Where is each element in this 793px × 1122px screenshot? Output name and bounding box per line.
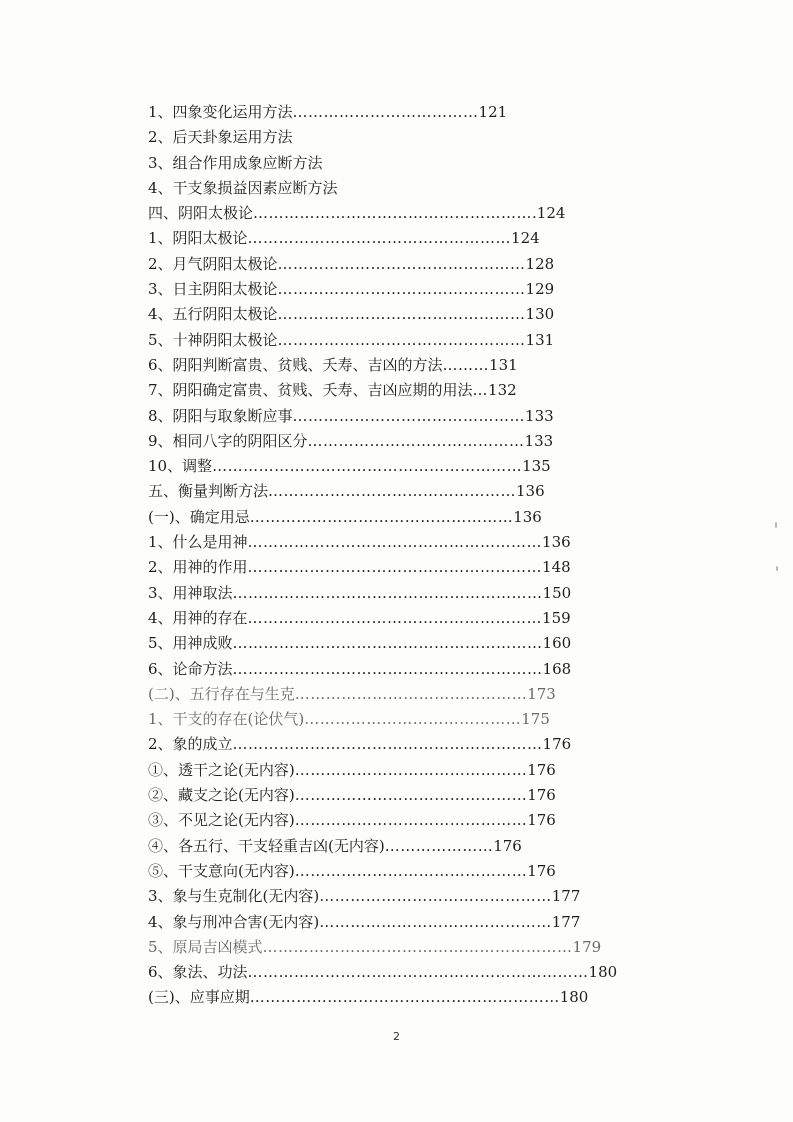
toc-entry	[148, 783, 568, 808]
toc-entry-title: 6、论命方法	[148, 659, 233, 678]
toc-entry-leader: ………………………………………	[319, 912, 552, 931]
toc-entry-title: 1、什么是用神	[148, 533, 248, 552]
toc-entry	[148, 631, 572, 656]
toc-entry-title: 5、用神成败	[148, 634, 233, 653]
page-number: 2	[393, 1030, 400, 1043]
toc-entry	[148, 277, 568, 302]
toc-entry-leader: ……………………………………………………	[212, 457, 523, 476]
toc-entry-leader: …………………………………………………………	[247, 963, 589, 982]
toc-entry	[148, 302, 568, 327]
toc-entry-leader: ……………………………………………	[249, 507, 514, 526]
toc-entry-page: 128	[525, 254, 555, 273]
toc-entry	[148, 252, 568, 277]
toc-entry-page: 131	[525, 330, 555, 349]
toc-entry-title: 9、相同八字的阴阳区分	[148, 431, 308, 450]
toc-entry-title: (一)、确定用忌	[148, 507, 250, 526]
toc-entry-page: 130	[525, 305, 555, 324]
toc-entry-title: 四、阴阳太极论	[148, 204, 254, 223]
toc-entry-title: 1、四象变化运用方法	[148, 103, 293, 121]
toc-entry-page: 173	[527, 684, 556, 703]
toc-entry-leader: ………………………………………………	[253, 204, 533, 223]
toc-entry	[148, 353, 568, 378]
toc-entry	[148, 454, 568, 479]
toc-entry-page: 135	[522, 457, 551, 476]
toc-entry-leader: …………………………………………	[277, 280, 526, 299]
toc-entry-title: 1、阴阳太极论	[148, 229, 248, 248]
toc-entry	[148, 125, 568, 150]
toc-entry-title: 4、五行阴阳太极论	[148, 305, 278, 324]
toc-entry-page: 131	[489, 355, 518, 374]
toc-entry-title: ③、不见之论(无内容)	[148, 811, 295, 830]
toc-entry-leader: ………………………………………	[292, 406, 526, 425]
toc-entry-title: 4、用神的存在	[148, 608, 248, 627]
toc-entry-leader: …………………………………………	[277, 305, 526, 324]
toc-entry-leader: …………………………………………	[277, 254, 526, 273]
toc-entry	[148, 226, 568, 251]
toc-entry-page: 136	[516, 482, 545, 501]
toc-entry-title: 10、调整	[148, 457, 213, 476]
toc-entry-page: 176	[527, 861, 556, 880]
toc-entry-page: 176	[542, 735, 572, 754]
toc-entry	[148, 859, 568, 884]
toc-entry-title: 五、衡量判断方法	[148, 482, 269, 501]
toc-entry	[148, 100, 568, 125]
toc-entry-page: 124	[511, 229, 540, 248]
toc-entry-page: 121	[478, 103, 508, 121]
toc-entry-page: 148	[542, 558, 571, 577]
table-of-contents	[148, 100, 618, 1011]
toc-entry-leader: ……………………………………………………	[232, 735, 543, 754]
toc-entry-title: 2、后天卦象运用方法	[148, 128, 293, 147]
toc-entry	[148, 808, 568, 833]
toc-entry-leader: ……………………………………	[304, 710, 522, 729]
toc-entry-leader: …	[472, 381, 489, 400]
toc-entry-title: (二)、五行存在与生克	[148, 684, 295, 703]
toc-entry	[148, 176, 568, 201]
toc-entry	[148, 985, 589, 1010]
toc-entry-leader: …………………………………………………	[247, 608, 543, 627]
toc-entry-title: 2、象的成立	[148, 735, 233, 754]
toc-entry-title: 1、干支的存在(论伏气)	[148, 710, 305, 729]
toc-entry-title: 4、干支象损益因素应断方法	[148, 178, 338, 197]
toc-entry	[148, 758, 568, 783]
toc-entry-title: 2、用神的作用	[148, 558, 248, 577]
toc-entry-title: 7、阴阳确定富贵、贫贱、夭寿、吉凶应期的用法	[148, 381, 473, 400]
toc-entry-page: 136	[513, 507, 542, 526]
toc-entry-leader: ………………………………………	[294, 861, 528, 880]
toc-entry	[148, 151, 568, 176]
toc-entry	[148, 555, 571, 580]
toc-entry-page: 150	[542, 583, 572, 602]
toc-entry-title: 3、用神取法	[148, 583, 233, 602]
toc-entry	[148, 606, 571, 631]
toc-entry-page: 177	[551, 887, 581, 906]
toc-entry-leader: ………………………………	[292, 103, 479, 121]
toc-entry-leader: ……………………………………………………	[249, 988, 560, 1007]
toc-entry	[148, 328, 568, 353]
toc-entry-page: 133	[525, 406, 554, 425]
toc-entry-leader: ………………………………………	[294, 811, 528, 830]
toc-entry	[148, 884, 581, 909]
toc-entry-leader: ……………………………………………………	[262, 937, 573, 956]
toc-entry-title: 5、十神阴阳太极论	[148, 330, 278, 349]
toc-entry-page: 176	[527, 760, 556, 779]
toc-entry-leader: …………………………………………………	[247, 558, 543, 577]
toc-entry-title: ④、各五行、干支轻重吉凶(无内容)	[148, 836, 385, 855]
toc-entry-leader: …………………	[384, 836, 494, 855]
toc-entry-title: ⑤、干支意向(无内容)	[148, 861, 295, 880]
toc-entry-leader: ……………………………………………………	[232, 634, 543, 653]
toc-entry-page: 176	[527, 786, 556, 805]
toc-entry-page: 132	[488, 381, 517, 400]
toc-entry	[148, 505, 568, 530]
toc-entry	[148, 404, 568, 429]
toc-entry-page: 180	[588, 963, 618, 982]
toc-entry-page: 180	[559, 988, 589, 1007]
toc-entry-page: 168	[542, 659, 572, 678]
toc-entry-page: 160	[542, 634, 572, 653]
toc-entry-title: 6、阴阳判断富贵、贫贱、夭寿、吉凶的方法	[148, 355, 443, 374]
toc-entry-leader: …………………………………………	[268, 482, 517, 501]
toc-entry	[148, 732, 572, 757]
toc-entry-leader: ………………………………………	[294, 786, 528, 805]
toc-entry-page: 179	[572, 937, 602, 956]
toc-entry-title: 8、阴阳与取象断应事	[148, 406, 293, 425]
toc-entry-leader: …………………………………………	[277, 330, 526, 349]
toc-entry-leader: ……………………………………………………	[232, 583, 543, 602]
toc-entry	[148, 479, 568, 504]
toc-entry-title: 2、月气阴阳太极论	[148, 254, 278, 273]
toc-entry	[148, 910, 581, 935]
toc-entry-page: 136	[542, 533, 571, 552]
toc-entry-page: 176	[527, 811, 556, 830]
toc-entry-title: ①、透干之论(无内容)	[148, 760, 295, 779]
toc-entry-leader: ………………………………………	[294, 760, 528, 779]
toc-entry-leader: ……………………………………	[307, 431, 525, 450]
toc-entry	[148, 378, 568, 403]
toc-entry-page: 159	[542, 608, 571, 627]
toc-entry	[148, 581, 572, 606]
toc-entry-title: ②、藏支之论(无内容)	[148, 786, 295, 805]
toc-entry-title: 3、象与生克制化(无内容)	[148, 887, 320, 906]
toc-entry	[148, 960, 618, 985]
toc-entry	[148, 429, 568, 454]
toc-entry-page: 175	[521, 710, 550, 729]
toc-entry	[148, 682, 568, 707]
scan-mark	[776, 566, 778, 571]
toc-entry-page: 177	[551, 912, 581, 931]
toc-entry-page: 176	[493, 836, 522, 855]
toc-entry-page: 129	[525, 280, 555, 299]
toc-entry	[148, 201, 568, 226]
toc-entry	[148, 834, 568, 859]
toc-entry-title: 3、日主阴阳太极论	[148, 280, 278, 299]
toc-entry-leader: ……………………………………………………	[232, 659, 543, 678]
toc-entry-title: 3、组合作用成象应断方法	[148, 153, 323, 172]
toc-entry	[148, 935, 602, 960]
toc-entry-page: 133	[524, 431, 554, 450]
toc-entry-title: 5、原局吉凶模式	[148, 937, 263, 956]
toc-entry-page: .124	[532, 204, 566, 223]
toc-entry-title: (三)、应事应期	[148, 988, 250, 1007]
toc-entry-leader: ………………………………………	[294, 684, 528, 703]
toc-entry	[148, 707, 568, 732]
toc-entry	[148, 530, 571, 555]
toc-entry-leader: …………………………………………………	[247, 533, 543, 552]
toc-entry	[148, 657, 572, 682]
scan-mark	[775, 522, 777, 528]
toc-entry-title: 4、象与刑冲合害(无内容)	[148, 912, 320, 931]
toc-entry-leader: ……………………………………………	[247, 229, 512, 248]
toc-entry-leader: ………	[442, 355, 490, 374]
toc-entry-leader: ………………………………………	[319, 887, 552, 906]
toc-entry-title: 6、象法、功法	[148, 963, 248, 982]
